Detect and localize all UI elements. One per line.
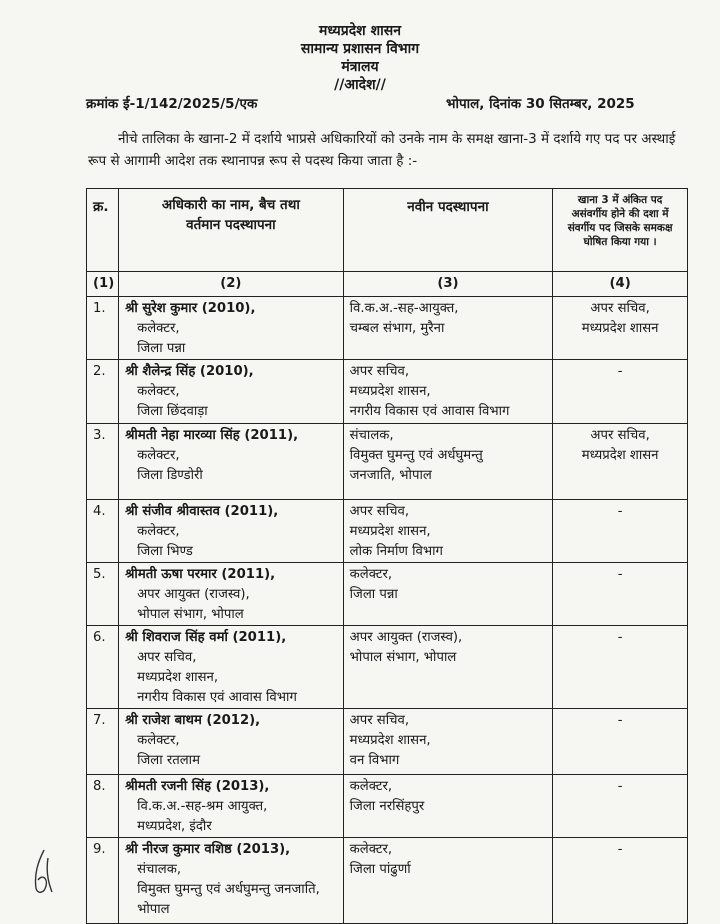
equivalent-post-line: - [617,713,623,728]
new-posting-line: कलेक्टर, [349,842,393,857]
officer-cell [119,424,344,500]
equivalent-post-line: - [617,504,623,519]
new-posting-cell [343,563,553,626]
header-new-posting: नवीन पदस्थापना [343,189,553,272]
table-row [87,563,688,626]
new-posting-line: जनजाति, भोपाल [349,468,432,483]
officer-cell [119,297,344,360]
current-posting-line: अपर सचिव, [137,650,197,665]
new-posting-cell [343,360,553,424]
equivalent-post-line: - [617,364,623,379]
column-number: (1) [87,272,119,297]
officer-name: श्री शिवराज सिंह वर्मा (2011), [125,630,287,645]
officer-cell [119,500,344,563]
column-number: (4) [553,272,688,297]
header-officer-line1: अधिकारी का नाम, बैच तथा [161,197,300,213]
new-posting-line: मध्यप्रदेश शासन, [349,384,431,399]
row-serial: 2. [87,360,119,424]
new-posting-line: मध्यप्रदेश शासन, [349,733,431,748]
new-posting-line: विमुक्त घुमन्तु एवं अर्धघुमन्तु [349,448,483,463]
equivalent-post-line: मध्यप्रदेश शासन [581,448,659,463]
table-row [87,626,688,709]
equivalent-post-cell [553,709,688,775]
equivalent-post-cell [553,563,688,626]
table-row [87,360,688,424]
equivalent-post-line: अपर सचिव, [590,301,650,316]
equivalent-post-line: - [617,567,623,582]
new-posting-line: जिला नरसिंहपुर [349,799,425,814]
new-posting-line: भोपाल संभाग, भोपाल [349,650,457,665]
current-posting-line: मध्यप्रदेश, इंदौर [137,819,212,834]
new-posting-line: अपर आयुक्त (राजस्व), [349,630,463,645]
equivalent-post-line: अपर सचिव, [590,428,650,443]
intro-paragraph: नीचे तालिका के खाना-2 में दर्शाये भाप्रसे अधिकारियों को उनके नाम के समक्ष खाना-3 में दर्शाये गए पद पर अस्थाई रूप से आगामी आदेश तक स्थानापन्न रूप से पदस्थ किया जाता है :- [88,131,676,169]
current-posting-line: नगरीय विकास एवं आवास विभाग [137,690,297,705]
current-posting-line: कलेक्टर, [137,524,180,539]
row-serial: 9. [87,838,119,924]
current-posting-line: भोपाल संभाग, भोपाल [137,607,244,622]
equivalent-post-line: - [617,842,623,857]
officer-cell [119,563,344,626]
current-posting-line: कलेक्टर, [137,733,180,748]
new-posting-line: वन विभाग [349,753,400,768]
table-row [87,500,688,563]
signature-mark [30,848,56,898]
table-header-row [87,189,688,272]
current-posting-line: कलेक्टर, [137,321,180,336]
column-number: (2) [119,272,344,297]
current-posting-line: संचालक, [137,862,182,877]
new-posting-cell [343,500,553,563]
new-posting-line: जिला पांढुर्णा [349,862,411,877]
row-serial: 4. [87,500,119,563]
new-posting-line: कलेक्टर, [349,567,393,582]
row-serial: 1. [87,297,119,360]
new-posting-line: संचालक, [349,428,394,443]
new-posting-cell [343,297,553,360]
new-posting-cell [343,775,553,838]
equivalent-post-cell [553,838,688,924]
current-posting-line: जिला रतलाम [137,753,200,768]
table-body [87,297,688,924]
officer-name: श्रीमती ऊषा परमार (2011), [125,567,276,582]
officer-name: श्री संजीव श्रीवास्तव (2011), [125,504,279,519]
table-row [87,709,688,775]
current-posting-line: भोपाल [137,902,170,917]
current-posting-line: जिला छिंदवाड़ा [137,404,208,419]
officer-cell [119,709,344,775]
officer-cell [119,360,344,424]
new-posting-line: चम्बल संभाग, मुरैना [349,321,445,336]
equivalent-post-cell [553,297,688,360]
new-posting-cell [343,709,553,775]
header-officer-line2: वर्तमान पदस्थापना [186,217,276,233]
current-posting-line: जिला डिण्डोरी [137,468,203,483]
new-posting-line: लोक निर्माण विभाग [349,544,443,559]
order-number: क्रमांक ई-1/142/2025/5/एक [86,96,258,112]
table-row [87,775,688,838]
current-posting-line: वि.क.अ.-सह-श्रम आयुक्त, [137,799,268,814]
equivalent-post-line: - [617,779,623,794]
header-serial: क्र. [87,189,119,272]
new-posting-line: जिला पन्ना [349,587,398,602]
table-row [87,424,688,500]
equivalent-post-cell [553,424,688,500]
equivalent-post-cell [553,626,688,709]
new-posting-line: अपर सचिव, [349,504,410,519]
header-department: सामान्य प्रशासन विभाग [300,41,420,57]
equivalent-post-cell [553,360,688,424]
current-posting-line: जिला पन्ना [137,341,186,356]
officer-name: श्रीमती नेहा मारव्या सिंह (2011), [125,428,299,443]
row-serial: 8. [87,775,119,838]
table-row [87,297,688,360]
table-row [87,838,688,924]
equivalent-post-cell [553,500,688,563]
new-posting-line: अपर सचिव, [349,713,410,728]
postings-table [86,188,688,924]
officer-name: श्रीमती रजनी सिंह (2013), [125,779,270,794]
new-posting-line: कलेक्टर, [349,779,393,794]
officer-cell [119,775,344,838]
current-posting-line: अपर आयुक्त (राजस्व), [137,587,250,602]
header-order-title: //आदेश// [334,77,386,93]
current-posting-line: विमुक्त घुमन्तु एवं अर्धघुमन्तु जनजाति, [137,882,320,897]
column-number: (3) [343,272,553,297]
new-posting-line: नगरीय विकास एवं आवास विभाग [349,404,510,419]
current-posting-line: मध्यप्रदेश शासन, [137,670,219,685]
row-serial: 5. [87,563,119,626]
officer-name: श्री शैलेन्द्र सिंह (2010), [125,364,254,379]
row-serial: 7. [87,709,119,775]
new-posting-cell [343,626,553,709]
officer-name: श्री नीरज कुमार वशिष्ठ (2013), [125,842,291,857]
current-posting-line: जिला भिण्ड [137,544,193,559]
equivalent-post-line: - [617,630,623,645]
header-equivalent-post: खाना 3 में अंकित पद असंवर्गीय होने की दशा में संवर्गीय पद जिसके समकक्ष घोषित किया गया । [553,189,688,272]
new-posting-line: अपर सचिव, [349,364,410,379]
officer-cell [119,626,344,709]
officer-name: श्री सुरेश कुमार (2010), [125,301,256,316]
row-serial: 6. [87,626,119,709]
current-posting-line: कलेक्टर, [137,384,180,399]
new-posting-line: मध्यप्रदेश शासन, [349,524,431,539]
officer-name: श्री राजेश बाथम (2012), [125,713,261,728]
new-posting-cell [343,838,553,924]
new-posting-line: वि.क.अ.-सह-आयुक्त, [349,301,459,316]
officer-cell [119,838,344,924]
current-posting-line: कलेक्टर, [137,448,180,463]
new-posting-cell [343,424,553,500]
equivalent-post-cell [553,775,688,838]
row-serial: 3. [87,424,119,500]
header-government: मध्यप्रदेश शासन [319,23,401,39]
header-ministry: मंत्रालय [341,59,379,75]
column-number-row [87,272,688,297]
equivalent-post-line: मध्यप्रदेश शासन [581,321,659,336]
order-place-date: भोपाल, दिनांक 30 सितम्बर, 2025 [446,96,635,112]
header-officer [119,189,344,272]
